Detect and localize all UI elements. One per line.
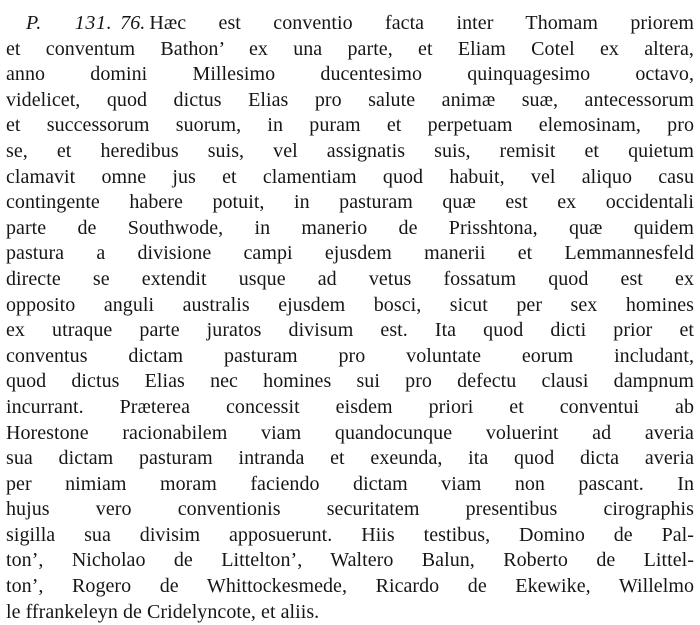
text-line-4: videlicet, quod dictus Elias pro salute animæ suæ, antecessorum — [6, 88, 694, 111]
text-line-17: Horestone racionabilem viam quandocunque voluerint ad averia — [6, 421, 694, 444]
text-line-15: quod dictus Elias nec homines sui pro defectu clausi dampnum — [6, 370, 694, 393]
text-line-19: per nimiam moram faciendo dictam viam non pascant. In — [6, 472, 694, 495]
text-line-6: se, et heredibus suis, vel assignatis suis, remisit et quietum — [6, 139, 694, 162]
text-line-18: sua dictam pasturam intranda et exeunda, ita quod dicta averia — [6, 447, 694, 470]
text-line-3: anno domini Millesimo ducentesimo quinquagesimo octavo, — [6, 63, 694, 86]
text-line-11: directe se extendit usque ad vetus fossatum quod est ex — [6, 267, 694, 290]
text-line-16: incurrant. Præterea concessit eisdem priori et conventui ab — [6, 395, 694, 418]
text-line-24: le ffrankeleyn de Cridelyncote, et aliis. — [6, 600, 320, 623]
text-line-10: pastura a divisione campi ejusdem manerii et Lemmannesfeld — [6, 242, 694, 265]
entry-number: 76. — [120, 12, 146, 34]
text-line-9: parte de Southwode, in manerio de Prisshtona, quæ quidem — [6, 216, 694, 239]
text-line-13: ex utraque parte juratos divisum est. Ita quod dicti prior et — [6, 319, 694, 342]
text-line-14: conventus dictam pasturam pro voluntate eorum includant, — [6, 344, 694, 367]
text-line-1 — [6, 11, 694, 37]
charter-text — [6, 11, 694, 625]
text-line-20: hujus vero conventionis securitatem presentibus cirographis — [6, 498, 694, 521]
text-line-12: opposito anguli australis ejusdem bosci, sicut per sex homines — [6, 293, 694, 316]
text-line-8: contingente habere potuit, in pasturam quæ est ex occidentali — [6, 191, 694, 214]
text-line-2: et conventum Bathon’ ex una parte, et Eliam Cotel ex altera, — [6, 37, 694, 60]
text-line-21: sigilla sua divisim apposuerunt. Hiis testibus, Domino de Pal- — [6, 523, 694, 546]
text-line-7: clamavit omne jus et clamentiam quod habuit, vel aliquo casu — [6, 165, 694, 188]
text-line-23: ton’, Rogero de Whittockesmede, Ricardo de Ekewike, Willelmo — [6, 575, 694, 598]
text-line-5: et successorum suorum, in puram et perpetuam elemosinam, pro — [6, 114, 694, 137]
text-line-22: ton’, Nicholao de Littelton’, Waltero Balun, Roberto de Littel- — [6, 549, 694, 572]
line-text: Hæc est conventio facta inter Thomam priorem — [149, 12, 694, 34]
page-reference: P. 131. — [26, 12, 113, 34]
